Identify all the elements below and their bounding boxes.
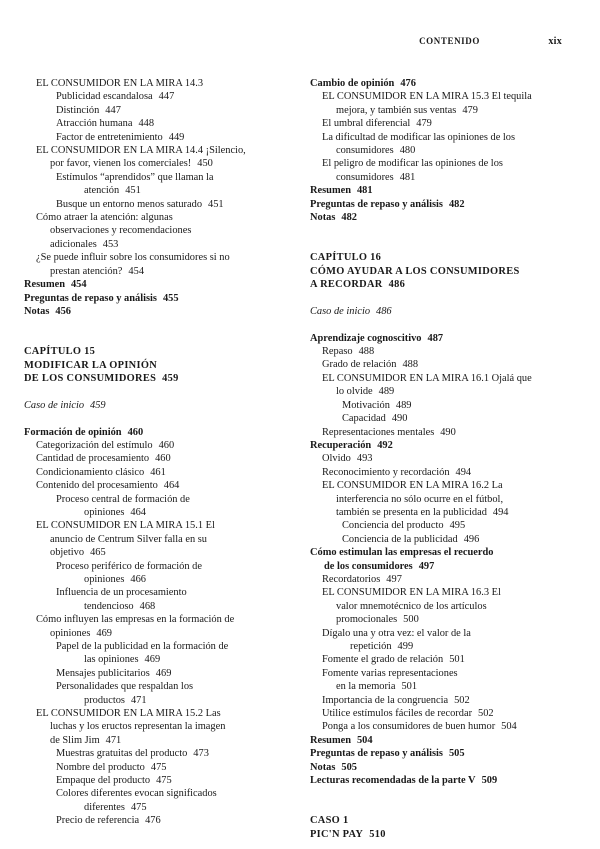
entry-title: interferencia no sólo ocurre en el fútbol, <box>336 493 504 505</box>
entry-page-number: 460 <box>158 439 175 451</box>
entry-page-number: 455 <box>162 292 179 304</box>
entry-title: opiniones <box>84 573 125 585</box>
entry-page-number: 509 <box>481 775 498 787</box>
entry-page-number: 488 <box>358 346 375 358</box>
entry-page-number: 500 <box>403 614 419 626</box>
spacer <box>24 332 292 345</box>
entry-page-number: 481 <box>356 185 373 197</box>
toc-entry <box>24 251 292 278</box>
toc-entry <box>310 198 568 211</box>
entry-title: diferentes <box>84 801 125 813</box>
toc-entry <box>24 90 292 103</box>
toc-entry <box>24 787 292 814</box>
toc-entry <box>310 77 568 90</box>
entry-title: Grado de relación <box>322 359 397 371</box>
toc-entry <box>310 533 568 546</box>
entry-page-number: 479 <box>416 118 432 130</box>
entry-title: Contenido del procesamiento <box>36 480 158 492</box>
entry-title: EL CONSUMIDOR EN LA MIRA 16.3 El <box>322 587 501 599</box>
entry-page-number: 492 <box>377 439 393 451</box>
entry-title: valor mnemotécnico de los artículos <box>336 600 487 612</box>
entry-title: EL CONSUMIDOR EN LA MIRA 14.3 <box>36 78 204 89</box>
entry-title: lo olvide <box>336 386 373 398</box>
entry-title: mejora, y también sus ventas <box>336 104 457 116</box>
entry-title: Publicidad escandalosa <box>56 91 153 103</box>
toc-entry <box>24 774 292 787</box>
toc-heading <box>310 814 568 841</box>
toc-entry <box>24 814 292 827</box>
entry-title: atención <box>84 185 120 197</box>
entry-page-number: 454 <box>128 265 145 277</box>
toc-entry <box>310 184 568 197</box>
toc-entry <box>310 452 568 465</box>
toc-entry <box>310 117 568 130</box>
toc-entry <box>24 519 292 559</box>
toc-entry <box>24 613 292 640</box>
entry-page-number: 501 <box>401 681 418 693</box>
entry-page-number: 501 <box>449 654 465 666</box>
toc-entry <box>24 292 292 305</box>
toc-entry <box>310 439 568 452</box>
toc-entry <box>24 117 292 130</box>
entry-page-number: 497 <box>386 573 402 585</box>
entry-title: ¿Se puede influir sobre los consumidores si no <box>36 252 230 264</box>
entry-page-number: 451 <box>208 198 224 210</box>
entry-title: en la memoria <box>336 681 396 693</box>
toc-entry <box>310 761 568 774</box>
entry-page-number: 449 <box>168 131 185 143</box>
entry-page-number: 454 <box>70 279 87 291</box>
entry-page-number: 494 <box>492 506 509 518</box>
entry-page-number: 502 <box>478 708 494 720</box>
toc-entry <box>310 653 568 666</box>
entry-title: El peligro de modificar las opiniones de los <box>322 158 503 170</box>
toc-entry <box>310 747 568 760</box>
entry-title: Preguntas de repaso y análisis <box>310 198 443 210</box>
toc-entry <box>310 734 568 747</box>
toc-entry <box>310 667 568 694</box>
toc-entry <box>310 694 568 707</box>
entry-page-number: 480 <box>399 145 416 157</box>
entry-title: objetivo <box>50 547 85 559</box>
entry-title: Mensajes publicitarios <box>56 667 150 679</box>
entry-title: de los consumidores <box>324 560 413 572</box>
entry-page-number: 490 <box>391 413 408 425</box>
entry-page-number: 447 <box>105 104 121 116</box>
entry-page-number: 461 <box>150 466 166 478</box>
entry-title: Caso de inicio <box>24 399 85 411</box>
entry-page-number: 456 <box>55 305 71 317</box>
entry-title: Cantidad de procesamiento <box>36 453 150 465</box>
spacer <box>310 318 568 331</box>
toc-entry <box>310 627 568 654</box>
entry-page-number: 502 <box>454 694 470 706</box>
toc-entry <box>24 399 292 412</box>
entry-page-number: 450 <box>197 158 213 170</box>
toc-entry <box>24 131 292 144</box>
entry-title: La dificultad de modificar las opiniones de los <box>322 131 516 143</box>
toc-entry <box>24 761 292 774</box>
toc-entry <box>24 77 292 90</box>
toc-entry <box>24 707 292 747</box>
entry-title: Fomente varias representaciones <box>322 667 458 679</box>
entry-title: Notas <box>310 212 336 224</box>
toc-entry <box>24 747 292 760</box>
toc-entry <box>24 493 292 520</box>
entry-title: repetición <box>350 641 392 652</box>
entry-page-number: 460 <box>155 453 171 465</box>
toc-entry <box>310 573 568 586</box>
entry-title: de Slim Jim <box>50 734 100 746</box>
toc-entry <box>310 211 568 224</box>
entry-page-number: 469 <box>96 627 112 639</box>
entry-title: Precio de referencia <box>56 815 140 827</box>
entry-title: Factor de entretenimiento <box>56 131 163 143</box>
entry-page-number: 490 <box>440 426 456 438</box>
entry-title: Categorización del estímulo <box>36 439 153 451</box>
entry-title: CAPÍTULO 16 <box>310 252 382 264</box>
entry-page-number: 466 <box>130 573 146 585</box>
spacer <box>310 224 568 237</box>
entry-title: tendencioso <box>84 600 134 612</box>
toc-heading <box>24 345 292 385</box>
toc-left-column <box>24 77 292 828</box>
entry-page-number: 489 <box>378 386 395 398</box>
toc-entry <box>24 104 292 117</box>
toc-entry <box>310 707 568 720</box>
entry-page-number: 481 <box>399 171 416 183</box>
toc-entry <box>310 519 568 532</box>
entry-title: Notas <box>24 305 50 317</box>
entry-title: Empaque del producto <box>56 775 151 787</box>
entry-title: Condicionamiento clásico <box>36 466 145 478</box>
entry-page-number: 505 <box>341 761 357 773</box>
page-number: xix <box>548 36 562 47</box>
entry-title: Ponga a los consumidores de buen humor <box>322 721 496 733</box>
entry-page-number: 504 <box>356 734 373 746</box>
entry-title: Capacidad <box>342 413 386 425</box>
entry-title: Personalidades que respaldan los <box>56 681 194 693</box>
entry-title: Preguntas de repaso y análisis <box>310 748 443 760</box>
entry-title: Conciencia del producto <box>342 520 444 532</box>
entry-title: consumidores <box>336 171 394 183</box>
entry-title: Resumen <box>24 279 65 291</box>
entry-title: A RECORDAR <box>310 279 383 291</box>
entry-title: las opiniones <box>84 654 139 666</box>
entry-page-number: 464 <box>163 480 180 492</box>
entry-title: Motivación <box>342 399 390 411</box>
entry-page-number: 464 <box>130 506 146 518</box>
toc-entry <box>24 305 292 318</box>
entry-title: Resumen <box>310 734 351 746</box>
entry-title: Fomente el grado de relación <box>322 654 444 666</box>
entry-page-number: 496 <box>463 533 480 545</box>
entry-title: Busque un entorno menos saturado <box>56 198 203 210</box>
entry-page-number: 488 <box>402 359 419 371</box>
toc-entry <box>310 546 568 573</box>
entry-page-number: 495 <box>449 520 466 532</box>
entry-title: EL CONSUMIDOR EN LA MIRA 16.1 Ojalá que <box>322 372 532 384</box>
entry-title: Proceso central de formación de <box>56 493 190 505</box>
entry-title: Estímulos “aprendidos” que llaman la <box>56 171 214 183</box>
entry-title: opiniones <box>50 627 91 639</box>
toc-entry <box>24 466 292 479</box>
entry-page-number: 469 <box>155 667 172 679</box>
entry-title: Utilice estímulos fáciles de recordar <box>322 708 473 720</box>
entry-page-number: 497 <box>418 560 435 572</box>
entry-page-number: 465 <box>90 547 106 559</box>
entry-title: Conciencia de la publicidad <box>342 533 458 545</box>
entry-page-number: 468 <box>139 600 156 612</box>
toc-entry <box>310 372 568 399</box>
entry-page-number: 493 <box>356 453 373 465</box>
toc-right-column <box>310 77 568 841</box>
entry-page-number: 471 <box>105 734 122 746</box>
entry-title: Atracción humana <box>56 118 133 130</box>
toc-entry <box>310 345 568 358</box>
toc-entry <box>24 171 292 198</box>
entry-title: anuncio de Centrum Silver falla en su <box>50 533 207 545</box>
toc-entry <box>24 640 292 667</box>
entry-title: Caso de inicio <box>310 305 371 317</box>
entry-title: EL CONSUMIDOR EN LA MIRA 15.2 Las <box>36 708 221 720</box>
entry-title: Notas <box>310 761 336 773</box>
entry-title: Papel de la publicidad en la formación de <box>56 641 229 652</box>
entry-title: EL CONSUMIDOR EN LA MIRA 14.4 ¡Silencio, <box>36 145 246 157</box>
entry-title: Influencia de un procesamiento <box>56 587 187 599</box>
entry-title: EL CONSUMIDOR EN LA MIRA 16.2 La <box>322 480 503 492</box>
toc-entry <box>24 144 292 171</box>
toc-entry <box>310 157 568 184</box>
spacer <box>310 291 568 304</box>
toc-entry <box>310 399 568 412</box>
entry-title: Preguntas de repaso y análisis <box>24 292 157 304</box>
entry-page-number: 476 <box>400 78 416 89</box>
entry-page-number: 499 <box>397 641 414 652</box>
entry-title: Formación de opinión <box>24 426 122 438</box>
entry-title: Muestras gratuitas del producto <box>56 748 188 760</box>
spacer <box>310 787 568 800</box>
entry-title: EL CONSUMIDOR EN LA MIRA 15.3 El tequila <box>322 91 532 103</box>
toc-entry <box>24 667 292 680</box>
entry-title: EL CONSUMIDOR EN LA MIRA 15.1 El <box>36 520 215 532</box>
entry-title: DE LOS CONSUMIDORES <box>24 372 157 384</box>
running-title: CONTENIDO <box>419 36 480 46</box>
entry-page-number: 471 <box>130 694 147 706</box>
entry-page-number: 504 <box>501 721 517 733</box>
toc-entry <box>24 452 292 465</box>
entry-page-number: 486 <box>376 305 392 317</box>
entry-title: promocionales <box>336 614 398 626</box>
entry-title: observaciones y recomendaciones <box>50 225 192 237</box>
entry-title: Nombre del producto <box>56 761 145 773</box>
entry-title: Olvido <box>322 453 351 465</box>
toc-entry <box>310 332 568 345</box>
spacer <box>310 801 568 814</box>
toc-entry <box>24 278 292 291</box>
entry-title: Aprendizaje cognoscitivo <box>310 332 422 344</box>
entry-title: Cómo atraer la atención: algunas <box>36 212 173 224</box>
entry-title: consumidores <box>336 145 394 157</box>
entry-page-number: 459 <box>162 372 179 384</box>
entry-title: Representaciones mentales <box>322 426 435 438</box>
entry-page-number: 510 <box>369 828 386 840</box>
entry-title: opiniones <box>84 506 125 518</box>
entry-title: adicionales <box>50 238 97 250</box>
entry-page-number: 447 <box>158 91 175 103</box>
spacer <box>24 318 292 331</box>
entry-page-number: 505 <box>448 748 465 760</box>
entry-page-number: 486 <box>388 279 406 291</box>
toc-entry <box>310 586 568 626</box>
entry-page-number: 473 <box>193 748 209 760</box>
entry-title: CÓMO AYUDAR A LOS CONSUMIDORES <box>310 265 520 277</box>
toc-entry <box>24 426 292 439</box>
toc-entry <box>310 774 568 787</box>
entry-page-number: 479 <box>462 104 478 116</box>
entry-page-number: 475 <box>150 761 167 773</box>
entry-page-number: 459 <box>90 399 106 411</box>
entry-title: por favor, vienen los comerciales! <box>50 158 192 170</box>
entry-title: Repaso <box>322 346 353 358</box>
entry-page-number: 489 <box>395 399 412 411</box>
entry-title: Cómo estimulan las empresas el recuerdo <box>310 547 494 559</box>
toc-entry <box>310 479 568 519</box>
spacer <box>24 385 292 398</box>
entry-title: Lecturas recomendadas de la parte V <box>310 775 476 787</box>
toc-entry <box>310 466 568 479</box>
entry-title: Dígalo una y otra vez: el valor de la <box>322 627 471 639</box>
toc-entry <box>24 560 292 587</box>
toc-entry <box>310 131 568 158</box>
entry-title: luchas y los eructos representan la imagen <box>50 721 226 733</box>
entry-page-number: 469 <box>144 654 161 666</box>
toc-entry <box>24 439 292 452</box>
toc-entry <box>310 412 568 425</box>
entry-title: prestan atención? <box>50 265 123 277</box>
toc-entry <box>24 586 292 613</box>
spacer <box>310 238 568 251</box>
entry-title: CAPÍTULO 15 <box>24 346 96 358</box>
entry-title: MODIFICAR LA OPINIÓN <box>24 359 158 371</box>
entry-page-number: 487 <box>427 332 444 344</box>
toc-entry <box>24 479 292 492</box>
entry-page-number: 475 <box>130 801 147 813</box>
entry-page-number: 460 <box>127 426 144 438</box>
entry-page-number: 475 <box>156 775 172 787</box>
entry-title: Recuperación <box>310 439 372 451</box>
entry-title: CASO 1 <box>310 815 349 827</box>
entry-title: Colores diferentes evocan significados <box>56 788 217 800</box>
entry-title: El umbral diferencial <box>322 118 411 130</box>
entry-title: Distinción <box>56 104 100 116</box>
toc-entry <box>24 680 292 707</box>
spacer <box>24 412 292 425</box>
entry-title: también se presenta en la publicidad <box>336 506 487 518</box>
toc-entry <box>310 720 568 733</box>
entry-page-number: 482 <box>341 212 357 224</box>
entry-title: Recordatorios <box>322 573 381 585</box>
entry-title: Resumen <box>310 185 351 197</box>
entry-page-number: 494 <box>455 466 472 478</box>
entry-page-number: 448 <box>138 118 155 130</box>
toc-entry <box>24 198 292 211</box>
entry-page-number: 451 <box>125 185 141 197</box>
toc-entry <box>310 426 568 439</box>
entry-title: Proceso periférico de formación de <box>56 560 202 572</box>
toc-entry <box>24 211 292 251</box>
page-header <box>0 36 600 50</box>
toc-entry <box>310 358 568 371</box>
toc-heading <box>310 251 568 291</box>
entry-title: Importancia de la congruencia <box>322 694 449 706</box>
entry-title: productos <box>84 694 125 706</box>
entry-title: Reconocimiento y recordación <box>322 466 450 478</box>
entry-title: Cambio de opinión <box>310 78 395 89</box>
entry-page-number: 453 <box>102 238 119 250</box>
entry-page-number: 476 <box>145 815 161 827</box>
entry-page-number: 482 <box>448 198 465 210</box>
toc-entry <box>310 90 568 117</box>
entry-title: PIC'N PAY <box>310 828 364 840</box>
entry-title: Cómo influyen las empresas en la formación de <box>36 614 235 626</box>
toc-entry <box>310 305 568 318</box>
